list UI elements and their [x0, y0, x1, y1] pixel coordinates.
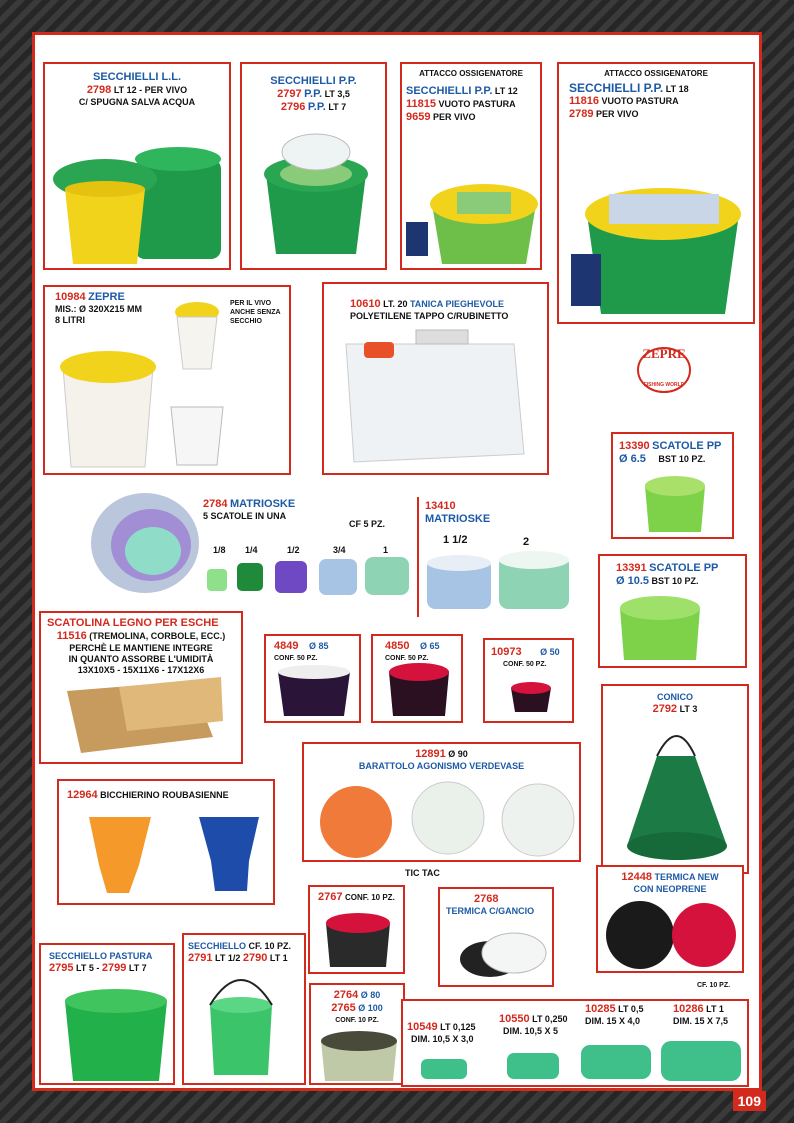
product-size: LT 3 — [679, 704, 698, 714]
jar-image — [485, 640, 576, 725]
product-title: SCATOLINA LEGNO PER ESCHE — [47, 617, 219, 629]
product-code: 2764 — [333, 989, 359, 1001]
product-title: SECCHIELLI P.P. — [270, 75, 357, 87]
product-code: 12964 — [67, 789, 98, 801]
bowls-image — [403, 1001, 751, 1089]
product-pack: CONF. 10 PZ. — [345, 893, 395, 902]
product-code: 13390 — [619, 440, 650, 452]
logo-text: ZEPRE — [642, 346, 686, 361]
product-code: 2795 — [49, 962, 74, 974]
product-type: P.P. — [304, 88, 323, 100]
product-code: 4849 — [274, 640, 299, 652]
bucket-image — [41, 945, 177, 1087]
box-image — [613, 434, 736, 541]
product-code: 11815 — [406, 98, 436, 110]
matrioske-boxes-image — [203, 557, 413, 607]
product-pack: CONF. 50 PZ. — [274, 655, 318, 662]
product-12448 — [596, 865, 744, 973]
product-code: 10286 — [673, 1003, 704, 1015]
product-desc: VUOTO PASTURA — [438, 99, 516, 109]
product-size: LT 1/2 — [215, 953, 241, 963]
product-code: 2789 — [569, 108, 594, 120]
product-diameter: Ø 100 — [358, 1003, 383, 1013]
product-2764-2765 — [309, 983, 405, 1085]
product-tanica-10610 — [322, 282, 549, 475]
product-scatolina-legno — [39, 611, 243, 764]
size-label: 3/4 — [333, 545, 346, 555]
product-code: 10550 — [499, 1013, 530, 1025]
cups-image — [59, 781, 277, 907]
product-diameter: Ø 65 — [420, 641, 440, 651]
product-2768 — [438, 887, 554, 987]
product-code: 12448 — [621, 871, 652, 883]
product-2767 — [308, 885, 405, 974]
bucket-image — [242, 64, 389, 272]
product-dimensions: DIM. 10,5 X 3,0 — [411, 1034, 474, 1044]
zepre-logo — [629, 340, 699, 398]
product-matrioske-2784 — [203, 498, 295, 522]
barattolo-image — [304, 744, 583, 864]
product-desc: 5 SCATOLE IN UNA — [203, 511, 287, 521]
product-code: 2767 — [318, 891, 343, 903]
product-code: 2765 — [331, 1002, 356, 1014]
size-label: 1 1/2 — [443, 534, 468, 546]
product-zepre-10984 — [43, 285, 291, 475]
product-size: LT 12 — [494, 86, 518, 96]
product-desc: BICCHIERINO ROUBASIENNE — [100, 790, 229, 800]
product-size: LT 0,125 — [440, 1022, 476, 1032]
product-capacity: 8 LITRI — [55, 315, 86, 325]
feature-note: PER IL VIVO — [230, 300, 272, 307]
product-12964 — [57, 779, 275, 905]
product-title: MATRIOSKE — [230, 498, 296, 510]
size-label: 1/2 — [287, 545, 300, 555]
product-diameter: Ø 10.5 — [616, 575, 650, 587]
product-code: 2768 — [474, 893, 499, 905]
product-desc: PER VIVO — [596, 109, 639, 119]
product-code: 12891 — [415, 748, 446, 760]
product-diameter: Ø 80 — [360, 990, 381, 1000]
product-dimensions: MIS.: Ø 320X215 MM — [55, 304, 143, 314]
product-code: 2797 — [277, 88, 302, 100]
product-code: 10549 — [407, 1021, 438, 1033]
bucket-image — [559, 64, 757, 326]
product-title: TANICA PIEGHEVOLE — [409, 299, 504, 309]
box-image — [600, 556, 749, 670]
product-code: 2792 — [652, 703, 678, 715]
product-desc: (TREMOLINA, CORBOLE, ECC.) — [89, 631, 226, 641]
product-size: LT 7 — [328, 102, 347, 112]
product-code: 2784 — [203, 498, 228, 510]
product-diameter: Ø 6.5 — [619, 453, 646, 465]
feature-note: ANCHE SENZA — [230, 309, 281, 316]
product-scatole-13391 — [598, 554, 747, 668]
product-code: 13410 — [425, 500, 456, 512]
product-code: 2798 — [86, 84, 112, 96]
product-size: LT 5 - — [76, 963, 100, 973]
product-desc: TERMICA C/GANCIO — [446, 906, 535, 916]
product-title: SCATOLE PP — [652, 440, 722, 452]
product-desc: PER VIVO — [433, 112, 476, 122]
product-desc: POLYETILENE TAPPO C/RUBINETTO — [350, 311, 509, 321]
jar-image — [373, 636, 465, 725]
product-code: 2799 — [101, 962, 127, 974]
bucket-image — [45, 287, 293, 477]
product-size: LT 3,5 — [324, 89, 350, 99]
bucket-image — [45, 64, 233, 272]
product-diameter: Ø 90 — [448, 749, 468, 759]
product-type: P.P. — [307, 101, 326, 113]
jar-image — [310, 887, 407, 976]
product-size: LT 0,5 — [618, 1004, 644, 1014]
product-size: LT 1 — [269, 953, 288, 963]
product-4850 — [371, 634, 463, 723]
product-diameter: Ø 85 — [309, 641, 329, 651]
product-pack: CF. 10 PZ. — [248, 941, 292, 951]
product-10973 — [483, 638, 574, 723]
product-title: SECCHIELLO PASTURA — [49, 951, 153, 961]
product-title: SECCHIELLI P.P. — [569, 81, 664, 95]
product-title: CONICO — [657, 692, 693, 702]
wooden-box-image — [41, 613, 245, 766]
product-dimensions: DIM. 15 X 4,0 — [585, 1016, 641, 1026]
product-secchielli-pp — [240, 62, 387, 270]
tank-image — [324, 284, 551, 477]
product-pack: CONF. 50 PZ. — [503, 661, 547, 668]
product-code: 11816 — [569, 95, 599, 107]
product-title: SECCHIELLO — [188, 941, 247, 951]
product-size: LT 1 — [706, 1004, 724, 1014]
product-matrioske-13410 — [425, 500, 490, 526]
product-title: SCATOLE PP — [649, 562, 719, 574]
product-title: ZEPRE — [88, 291, 125, 303]
thermal-jar-image — [598, 867, 746, 975]
product-12891 — [302, 742, 581, 862]
product-size: LT 7 — [128, 963, 147, 973]
product-size: LT 18 — [665, 84, 689, 94]
product-secchielli-pp-18 — [557, 62, 755, 324]
product-size: LT 0,250 — [532, 1014, 568, 1024]
product-code: 2791 — [188, 952, 213, 964]
product-desc: PERCHÈ LE MANTIENE INTEGRE — [69, 643, 213, 653]
thermal-jar-image — [440, 889, 556, 989]
section-label: TIC TAC — [405, 868, 440, 878]
product-desc: BARATTOLO AGONISMO VERDEVASE — [358, 761, 525, 771]
product-ciotole-group — [401, 999, 749, 1087]
product-secchielli-pp-12 — [400, 62, 542, 270]
product-title: MATRIOSKE — [425, 513, 491, 525]
product-pack: CF. 10 PZ. — [697, 982, 731, 989]
product-dimensions: 13X10X5 - 15X11X6 - 17X12X6 — [77, 665, 205, 675]
product-pack: CONF. 50 PZ. — [385, 655, 429, 662]
product-code: 13391 — [616, 562, 647, 574]
section-divider — [417, 497, 419, 617]
product-secchielli-ll — [43, 62, 231, 270]
product-desc: IN QUANTO ASSORBE L'UMIDITÀ — [68, 654, 214, 664]
bucket-image — [402, 64, 544, 272]
product-dimensions: DIM. 15 X 7,5 — [673, 1016, 729, 1026]
catalog-page — [32, 32, 762, 1091]
feature-note: ATTACCO OSSIGENATORE — [419, 69, 523, 78]
product-size: LT. 20 — [383, 299, 408, 309]
product-desc: C/ SPUGNA SALVA ACQUA — [78, 97, 196, 107]
size-label: 2 — [523, 536, 530, 548]
bucket-image — [184, 935, 308, 1087]
product-code: 2796 — [280, 101, 306, 113]
product-pack: BST 10 PZ. — [651, 576, 699, 586]
product-secchiello-pastura — [39, 943, 175, 1085]
product-code: 10285 — [585, 1003, 616, 1015]
product-diameter: Ø 50 — [540, 647, 560, 657]
logo-subtext: FISHING WORLD — [643, 382, 685, 388]
matrioske-large-image — [425, 551, 575, 613]
feature-note: ATTACCO OSSIGENATORE — [604, 69, 708, 78]
product-code: 9659 — [406, 111, 431, 123]
product-title: TERMICA NEW — [654, 872, 719, 882]
product-code: 10984 — [55, 291, 86, 303]
product-code: 10973 — [491, 646, 522, 658]
product-code: 10610 — [350, 298, 381, 310]
product-code: 11516 — [56, 630, 87, 642]
product-secchiello — [182, 933, 306, 1085]
page-number: 109 — [733, 1091, 766, 1111]
jar-image — [311, 985, 407, 1087]
product-conico-2792 — [601, 684, 749, 874]
size-label: 1/4 — [245, 545, 258, 555]
product-title: SECCHIELLI P.P. — [406, 85, 493, 97]
product-desc: CON NEOPRENE — [633, 884, 707, 894]
jar-image — [266, 636, 363, 725]
product-pack: CF 5 PZ. — [349, 519, 386, 529]
product-dimensions: DIM. 10,5 X 5 — [503, 1026, 559, 1036]
size-label: 1 — [383, 545, 389, 555]
size-label: 1/8 — [213, 545, 226, 555]
product-code: 4850 — [385, 640, 410, 652]
product-title: SECCHIELLI L.L. — [93, 71, 181, 83]
product-pack: CONF. 10 PZ. — [335, 1017, 379, 1024]
product-4849 — [264, 634, 361, 723]
product-desc: VUOTO PASTURA — [601, 96, 679, 106]
feature-note: SECCHIO — [230, 318, 262, 325]
cone-image — [603, 686, 751, 876]
matrioske-stack-image — [89, 485, 201, 595]
product-code: 2790 — [242, 952, 268, 964]
product-desc: LT 12 - PER VIVO — [113, 85, 188, 95]
product-pack: BST 10 PZ. — [658, 454, 706, 464]
product-scatole-13390 — [611, 432, 734, 539]
